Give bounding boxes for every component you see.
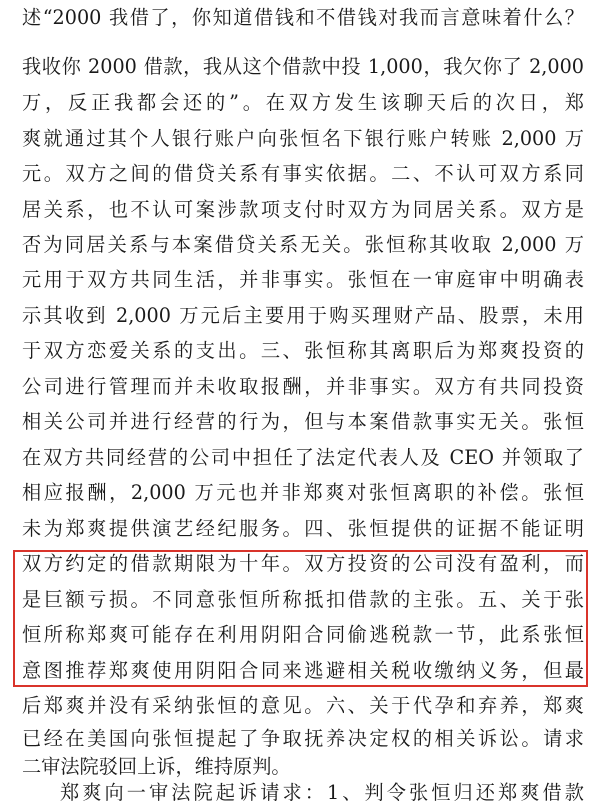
text-line: 相关公司并进行经营的行为，但与本案借款事实无关。张恒 — [22, 410, 584, 433]
text-line: 万，反正我都会还的”。在双方发生该聊天后的次日，郑 — [22, 91, 584, 114]
text-line: 在双方共同经营的公司中担任了法定代表人及 CEO 并领取了 — [22, 446, 584, 469]
text-line: 元用于双方共同生活，并非事实。张恒在一审庭审中明确表 — [22, 268, 584, 291]
text-line: 于双方恋爱关系的支出。三、张恒称其离职后为郑爽投资的 — [22, 339, 584, 362]
text-line: 否为同居关系与本案借贷关系无关。张恒称其收取 2,000 万 — [22, 233, 584, 256]
text-line: 相应报酬，2,000 万元也并非郑爽对张恒离职的补偿。张恒 — [22, 481, 584, 504]
text-line: 元。双方之间的借贷关系有事实依据。二、不认可双方系同 — [22, 162, 584, 185]
text-line: 示其收到 2,000 万元后主要用于购买理财产品、股票，未用 — [22, 304, 584, 327]
text-line: 双方约定的借款期限为十年。双方投资的公司没有盈利，而 — [22, 552, 584, 575]
text-line: 恒所称郑爽可能存在利用阴阳合同偷逃税款一节，此系张恒 — [22, 623, 584, 646]
text-line: 郑爽向一审法院起诉请求：1、判令张恒归还郑爽借款 — [60, 781, 584, 804]
text-line: 后郑爽并没有采纳张恒的意见。六、关于代孕和弃养，郑爽 — [22, 694, 584, 717]
text-line: 是巨额亏损。不同意张恒所称抵扣借款的主张。五、关于张 — [22, 588, 584, 611]
text-line: 述“2000 我借了，你知道借钱和不借钱对我而言意味着什么？ — [22, 6, 584, 29]
text-line: 意图推荐郑爽使用阴阳合同来逃避相关税收缴纳义务，但最 — [22, 659, 584, 682]
text-line: 爽就通过其个人银行账户向张恒名下银行账户转账 2,000 万 — [22, 127, 584, 150]
text-line: 未为郑爽提供演艺经纪服务。四、张恒提供的证据不能证明 — [22, 517, 584, 540]
text-line: 已经在美国向张恒提起了争取抚养决定权的相关诉讼。请求 — [22, 727, 584, 750]
text-line: 我收你 2000 借款，我从这个借款中投 1,000，我欠你了 2,000 — [22, 55, 584, 78]
text-line: 公司进行管理而并未收取报酬，并非事实。双方有共同投资 — [22, 375, 584, 398]
highlight-box — [13, 550, 588, 687]
text-line: 居关系，也不认可案涉款项支付时双方为同居关系。双方是 — [22, 198, 584, 221]
text-line: 二审法院驳回上诉，维持原判。 — [22, 755, 291, 778]
